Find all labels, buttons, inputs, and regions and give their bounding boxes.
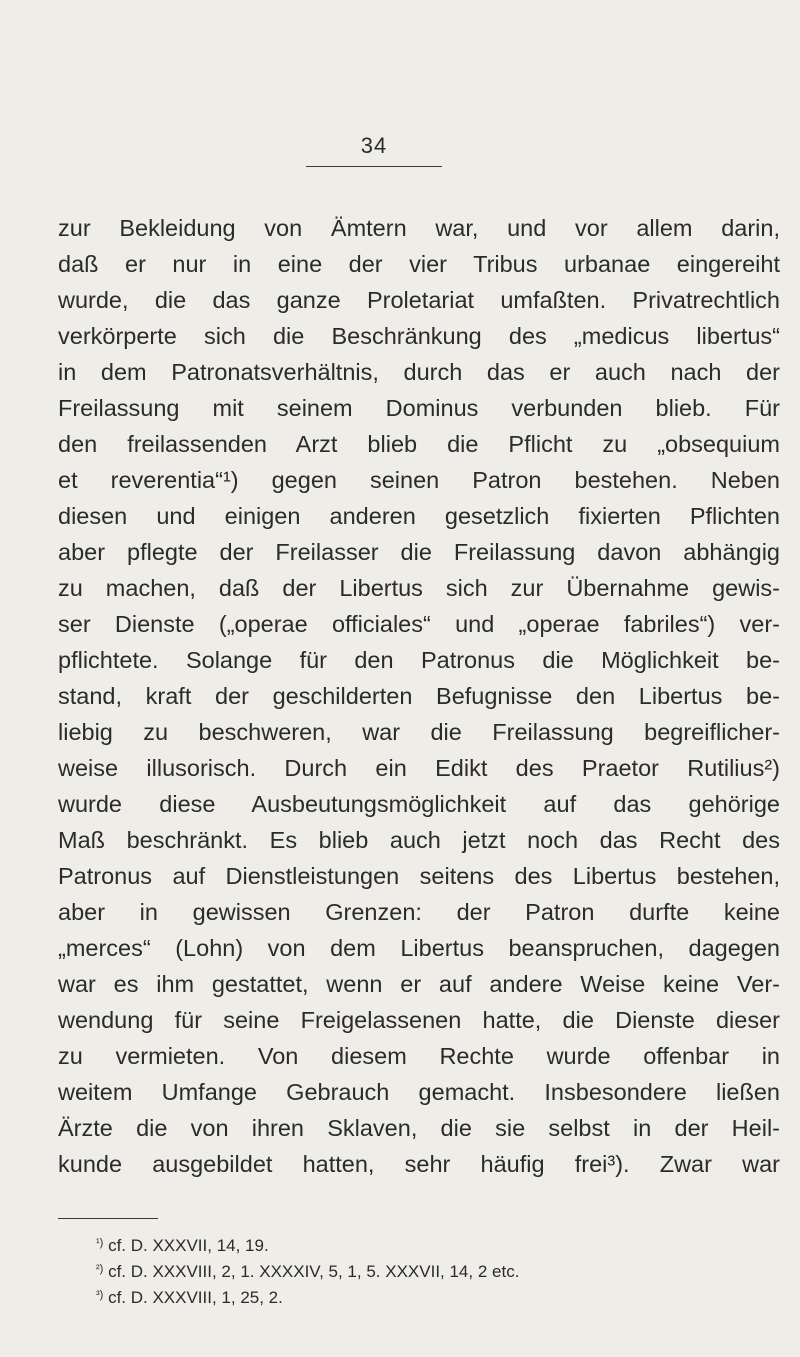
footnote-rule — [58, 1218, 158, 1219]
text-line: wurde diese Ausbeutungsmöglichkeit auf das gehörige — [58, 791, 780, 817]
text-line: liebig zu beschweren, war die Freilassung begreiflicher- — [58, 719, 780, 745]
text-line: Ärzte die von ihren Sklaven, die sie selbst in der Heil- — [58, 1115, 780, 1141]
text-line: verkörperte sich die Beschränkung des „medicus libertus“ — [58, 323, 780, 349]
text-line: weitem Umfange Gebrauch gemacht. Insbesondere ließen — [58, 1079, 780, 1105]
text-line: Patronus auf Dienstleistungen seitens des Libertus bestehen, — [58, 863, 780, 889]
text-line: Maß beschränkt. Es blieb auch jetzt noch das Recht des — [58, 827, 780, 853]
text-line: wendung für seine Freigelassenen hatte, die Dienste dieser — [58, 1007, 780, 1033]
text-line: pflichtete. Solange für den Patronus die Möglichkeit be- — [58, 647, 780, 673]
text-line: stand, kraft der geschilderten Befugnisse den Libertus be- — [58, 683, 780, 709]
text-line: den freilassenden Arzt blieb die Pflicht zu „obsequium — [58, 431, 780, 457]
footnote-1 — [96, 1230, 269, 1259]
header-rule — [306, 166, 442, 167]
footnote-mark: ³) — [96, 1289, 104, 1301]
text-line: in dem Patronatsverhältnis, durch das er auch nach der — [58, 359, 780, 385]
text-line: aber in gewissen Grenzen: der Patron durfte keine — [58, 899, 780, 925]
footnote-3 — [96, 1282, 283, 1311]
text-line: zur Bekleidung von Ämtern war, und vor allem darin, — [58, 215, 780, 241]
text-line: „merces“ (Lohn) von dem Libertus beanspruchen, dagegen — [58, 935, 780, 961]
text-line: war es ihm gestattet, wenn er auf andere Weise keine Ver- — [58, 971, 780, 997]
footnote-text: cf. D. XXXVIII, 2, 1. XXXXIV, 5, 1, 5. XXXVII, 14, 2 etc. — [108, 1262, 520, 1281]
footnote-text: cf. D. XXXVIII, 1, 25, 2. — [108, 1288, 283, 1307]
text-line: weise illusorisch. Durch ein Edikt des Praetor Rutilius²) — [58, 755, 780, 781]
text-line: diesen und einigen anderen gesetzlich fixierten Pflichten — [58, 503, 780, 529]
text-line: aber pflegte der Freilasser die Freilassung davon abhängig — [58, 539, 780, 565]
text-line: kunde ausgebildet hatten, sehr häufig frei³). Zwar war — [58, 1151, 780, 1177]
text-line: ser Dienste („operae officiales“ und „operae fabriles“) ver- — [58, 611, 780, 637]
page-number: 34 — [360, 133, 388, 158]
text-line: et reverentia“¹) gegen seinen Patron bestehen. Neben — [58, 467, 780, 493]
text-line: wurde, die das ganze Proletariat umfaßten. Privatrechtlich — [58, 287, 780, 313]
footnote-text: cf. D. XXXVII, 14, 19. — [108, 1236, 269, 1255]
text-line: zu machen, daß der Libertus sich zur Übernahme gewis- — [58, 575, 780, 601]
text-line: zu vermieten. Von diesem Rechte wurde offenbar in — [58, 1043, 780, 1069]
footnote-mark: ²) — [96, 1263, 104, 1275]
footnote-mark: ¹) — [96, 1237, 104, 1249]
text-line: daß er nur in eine der vier Tribus urbanae eingereiht — [58, 251, 780, 277]
text-line: Freilassung mit seinem Dominus verbunden blieb. Für — [58, 395, 780, 421]
footnote-2 — [96, 1256, 519, 1285]
